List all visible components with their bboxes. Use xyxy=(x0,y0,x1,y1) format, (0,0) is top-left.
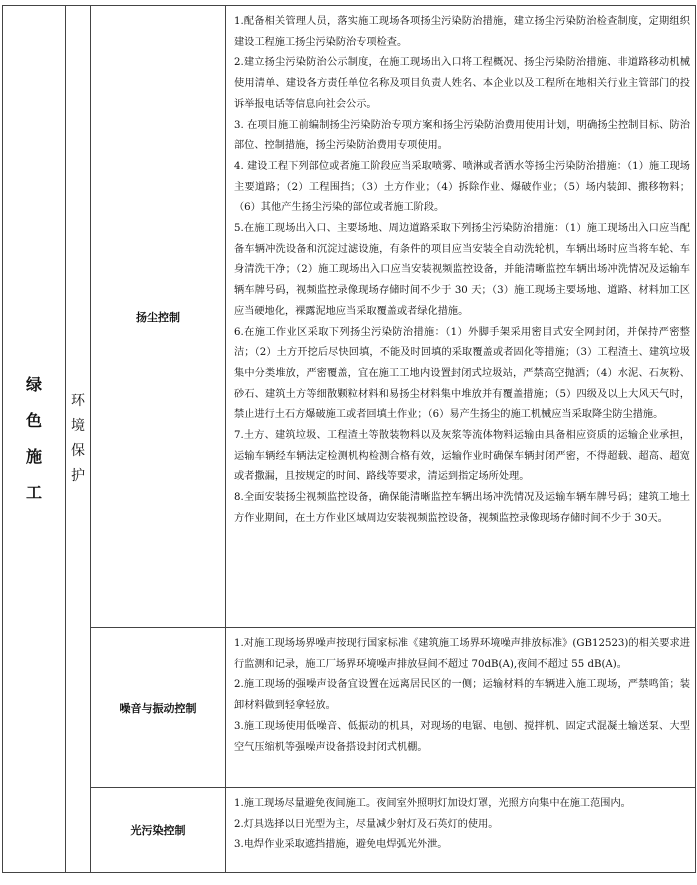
paragraph: 3. 在项目施工前编制扬尘污染防治专项方案和扬尘污染防治费用使用计划，明确扬尘控制目标、防治部位、控制措施，扬尘污染防治费用专项使用。 xyxy=(234,119,690,152)
section-content-noise xyxy=(226,628,696,788)
category-cell xyxy=(3,6,66,873)
paragraph: 6.在施工作业区采取下列扬尘污染防治措施：（1）外脚手架采用密目式安全网封闭，并保持严密整洁；（2）土方开挖后尽快回填，不能及时回填的采取覆盖或者固化等措施；（3）工程渣土、建筑垃圾集中分类堆放，严密覆盖，宜在施工工地内设置封闭式垃圾站，严禁高空抛洒；（4）水泥、石灰粉、砂石、建筑土方等细散颗粒材料和易扬尘材料集中堆放并有覆盖措施；（5）四级及以上大风天气时，禁止进行土石方爆破施工或者回填土作业；（6）易产生扬尘的施工机械应当采取降尘防尘措施。 xyxy=(234,326,690,421)
green-construction-table xyxy=(2,5,696,873)
paragraph: 1.配备相关管理人员，落实施工现场各项扬尘污染防治措施，建立扬尘污染防治检查制度，定期组织建设工程施工扬尘污染防治专项检查。 xyxy=(234,16,690,48)
table-row xyxy=(3,6,696,628)
paragraph: 1.对施工现场场界噪声按现行国家标准《建筑施工场界环境噪声排放标准》(GB12523)的相关要求进行监测和记录，施工厂场界环境噪声排放昼间不超过 70dB(A),夜间不超过 55 dB(A)。 xyxy=(234,638,690,670)
table-row xyxy=(3,788,696,873)
paragraph: 1.施工现场尽量避免夜间施工。夜间室外照明灯加设灯罩，光照方向集中在施工范围内。 xyxy=(234,798,631,809)
paragraph: 4. 建设工程下列部位或者施工阶段应当采取喷雾、喷淋或者洒水等扬尘污染防治措施：（1）施工现场主要道路；（2）工程围挡；（3）土方作业；（4）拆除作业、爆破作业；（5）场内装卸、搬移物料；（6）其他产生扬尘污染的部位或者施工阶段。 xyxy=(234,160,690,214)
category-char: 工 xyxy=(25,483,42,502)
subcategory-char: 境 xyxy=(71,418,85,434)
paragraph: 5.在施工现场出入口、主要场地、周边道路采取下列扬尘污染防治措施：（1）施工现场出入口应当配备车辆冲洗设备和沉淀过滤设施，有条件的项目应当安装全自动洗轮机，车辆出场时应当将车轮、车身清洗干净；（2）施工现场出入口应当安装视频监控设备，并能清晰监控车辆出场冲洗情况及运输车辆车牌号码，视频监控录像现场存储时间不少于 30 天；（3）施工现场主要场地、道路、材料加工区应当硬地化，裸露泥地应当采取覆盖或者绿化措施。 xyxy=(234,223,690,317)
paragraph: 7.土方、建筑垃圾、工程渣土等散装物料以及灰浆等流体物料运输由具备相应资质的运输企业承担，运输车辆经车辆法定检测机构检测合格有效，运输作业时确保车辆封闭严密，不得超载、超高、超宽或者撒漏，且按规定的时间、路线等要求，清运到指定场所处理。 xyxy=(234,430,690,483)
paragraph: 2.建立扬尘污染防治公示制度，在施工现场出入口将工程概况、扬尘污染防治措施、非道路移动机械使用清单、建设各方责任单位名称及项目负责人姓名、本企业以及工程所在地相关行业主管部门的投诉举报电话等信息向社会公示。 xyxy=(234,57,690,110)
paragraph: 3.电焊作业采取遮挡措施，避免电焊弧光外泄。 xyxy=(234,839,448,851)
paragraph: 2.灯具选择以日光型为主，尽量减少射灯及石英灯的使用。 xyxy=(234,818,499,830)
section-content-dust xyxy=(226,6,696,628)
paragraph: 8.全面安装扬尘视频监控设备，确保能清晰监控车辆出场冲洗情况及运输车辆车牌号码；建筑工地土方作业期间，在土方作业区域周边安装视频监控设备，视频监控录像现场存储时间不少于 30天。 xyxy=(234,492,690,524)
subcategory-cell xyxy=(66,6,91,873)
section-title-noise: 噪音与振动控制 xyxy=(91,628,226,788)
section-title-dust: 扬尘控制 xyxy=(91,6,226,628)
paragraph: 2.施工现场的强噪声设备宜设置在远离居民区的一侧；运输材料的车辆进入施工现场，严禁鸣笛；装卸材料做到轻拿轻放。 xyxy=(234,679,690,712)
category-char: 色 xyxy=(25,411,42,430)
category-char: 施 xyxy=(25,447,42,466)
subcategory-char: 环 xyxy=(71,393,85,409)
paragraph: 3.施工现场使用低噪音、低振动的机具，对现场的电锯、电刨、搅拌机、固定式混凝土输送泵、大型空气压缩机等强噪声设备搭设封闭式机棚。 xyxy=(234,720,690,753)
section-content-light xyxy=(226,788,696,873)
subcategory-char: 保 xyxy=(71,443,85,459)
category-char: 绿 xyxy=(25,375,42,394)
table-row xyxy=(3,628,696,788)
subcategory-char: 护 xyxy=(71,468,85,484)
section-title-light: 光污染控制 xyxy=(91,788,226,873)
